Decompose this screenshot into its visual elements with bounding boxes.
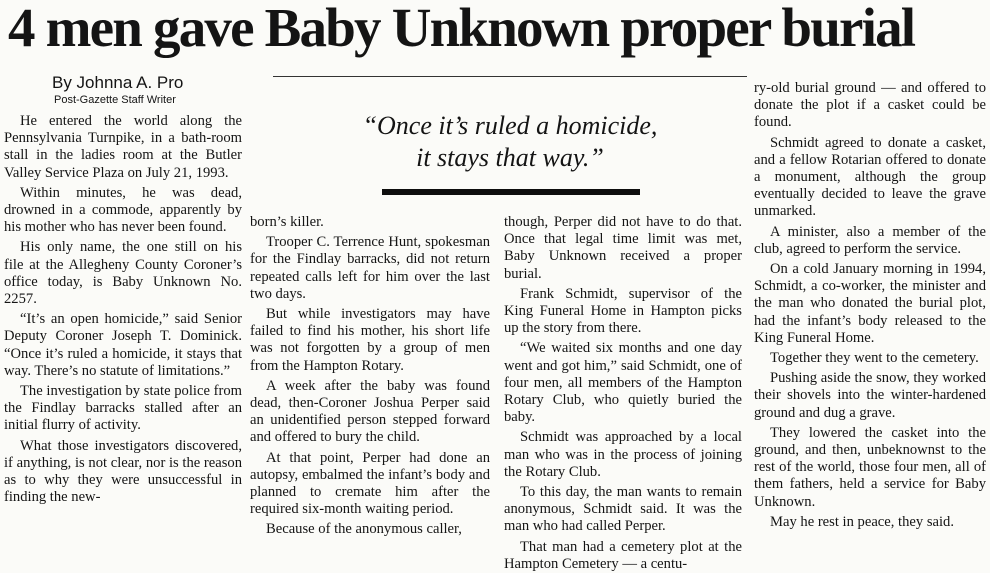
paragraph: Pushing aside the snow, they worked their shovels into the winter-hardened ground and dug a grave. [754,370,986,421]
article-column-3 [504,214,742,572]
paragraph: Schmidt agreed to donate a casket, and a fellow Rotarian offered to donate a monument, although the group eventually decided to leave the grave unmarked. [754,134,986,220]
paragraph: ry-old burial ground — and offered to donate the plot if a casket could be found. [754,80,986,131]
byline [52,72,183,107]
paragraph: A week after the baby was found dead, then-Coroner Joshua Perper said an unidentified person stepped forward and offered to bury the child. [250,377,490,446]
paragraph: On a cold January morning in 1994, Schmidt, a co-worker, the minister and the man who donated the burial plot, had the infant’s body released to the King Funeral Home. [754,261,986,346]
paragraph: “We waited six months and one day went and got him,” said Schmidt, one of four men, all members of the Hampton Rotary Club, who quietly buried the baby. [504,340,742,426]
pullquote-top-rule [273,76,747,77]
paragraph: May he rest in peace, they said. [770,513,954,530]
pullquote-line-1: “Once it’s ruled a homicide, [362,111,658,140]
paragraph: Schmidt was approached by a local man who was in the process of joining the Rotary Club. [504,429,742,480]
paragraph: “It’s an open homicide,” said Senior Deputy Coroner Joseph T. Dominick. “Once it’s ruled a homicide, it stays that way. There’s no statute of limitations.” [4,311,242,379]
paragraph: Trooper C. Terrence Hunt, spokesman for the Findlay barracks, did not return repeated calls left for him over the last two days. [250,234,490,302]
paragraph: Frank Schmidt, supervisor of the King Funeral Home in Hampton picks up the story from there. [504,285,742,337]
paragraph: At that point, Perper had done an autopsy, embalmed the infant’s body and planned to cremate him after the required six-month waiting period. [250,449,490,518]
pullquote-line-2: it stays that way.” [416,143,604,172]
article-column-1 [4,113,242,558]
paragraph: To this day, the man wants to remain anonymous, Schmidt said. It was the man who had called Perper. [504,484,742,535]
paragraph: Within minutes, he was dead, drowned in a commode, apparently by his mother who has never been found. [4,184,242,236]
paragraph: His only name, the one still on his file at the Allegheny County Coroner’s office today, is Baby Unknown No. 2257. [4,239,242,308]
paragraph: Together they went to the cemetery. [770,350,979,367]
byline-role: Post-Gazette Staff Writer [54,94,176,106]
paragraph: That man had a cemetery plot at the Hampton Cemetery — a centu- [504,538,742,572]
byline-author: By Johnna A. Pro [52,73,184,92]
paragraph: What those investigators discovered, if anything, is not clear, nor is the reason as to why they were unsuccessful in finding the new- [4,437,242,506]
paragraph: born’s killer. [250,214,324,230]
paragraph: though, Perper did not have to do that. Once that legal time limit was met, Baby Unknown received a proper burial. [504,214,742,282]
paragraph: They lowered the casket into the ground, and then, unbeknownst to the rest of the world, those four men, all of them fathers, held a service for Baby Unknown. [754,424,986,510]
article-column-4 [754,80,986,558]
paragraph: The investigation by state police from the Findlay barracks stalled after an initial flurry of activity. [4,383,242,434]
paragraph: A minister, also a member of the club, agreed to perform the service. [754,223,986,257]
paragraph: He entered the world along the Pennsylvania Turnpike, in a bath-room stall in the ladies room at the Butler Valley Service Plaza on July 21, 1993. [4,113,242,181]
paragraph: But while investigators may have failed to find his mother, his short life was not forgotten by a group of men from the Hampton Rotary. [250,306,490,374]
pullquote-bottom-rule [382,189,640,195]
paragraph: Because of the anonymous caller, [266,521,462,538]
pullquote [270,110,750,174]
headline: 4 men gave Baby Unknown proper burial [8,0,915,58]
article-column-2 [250,214,490,558]
